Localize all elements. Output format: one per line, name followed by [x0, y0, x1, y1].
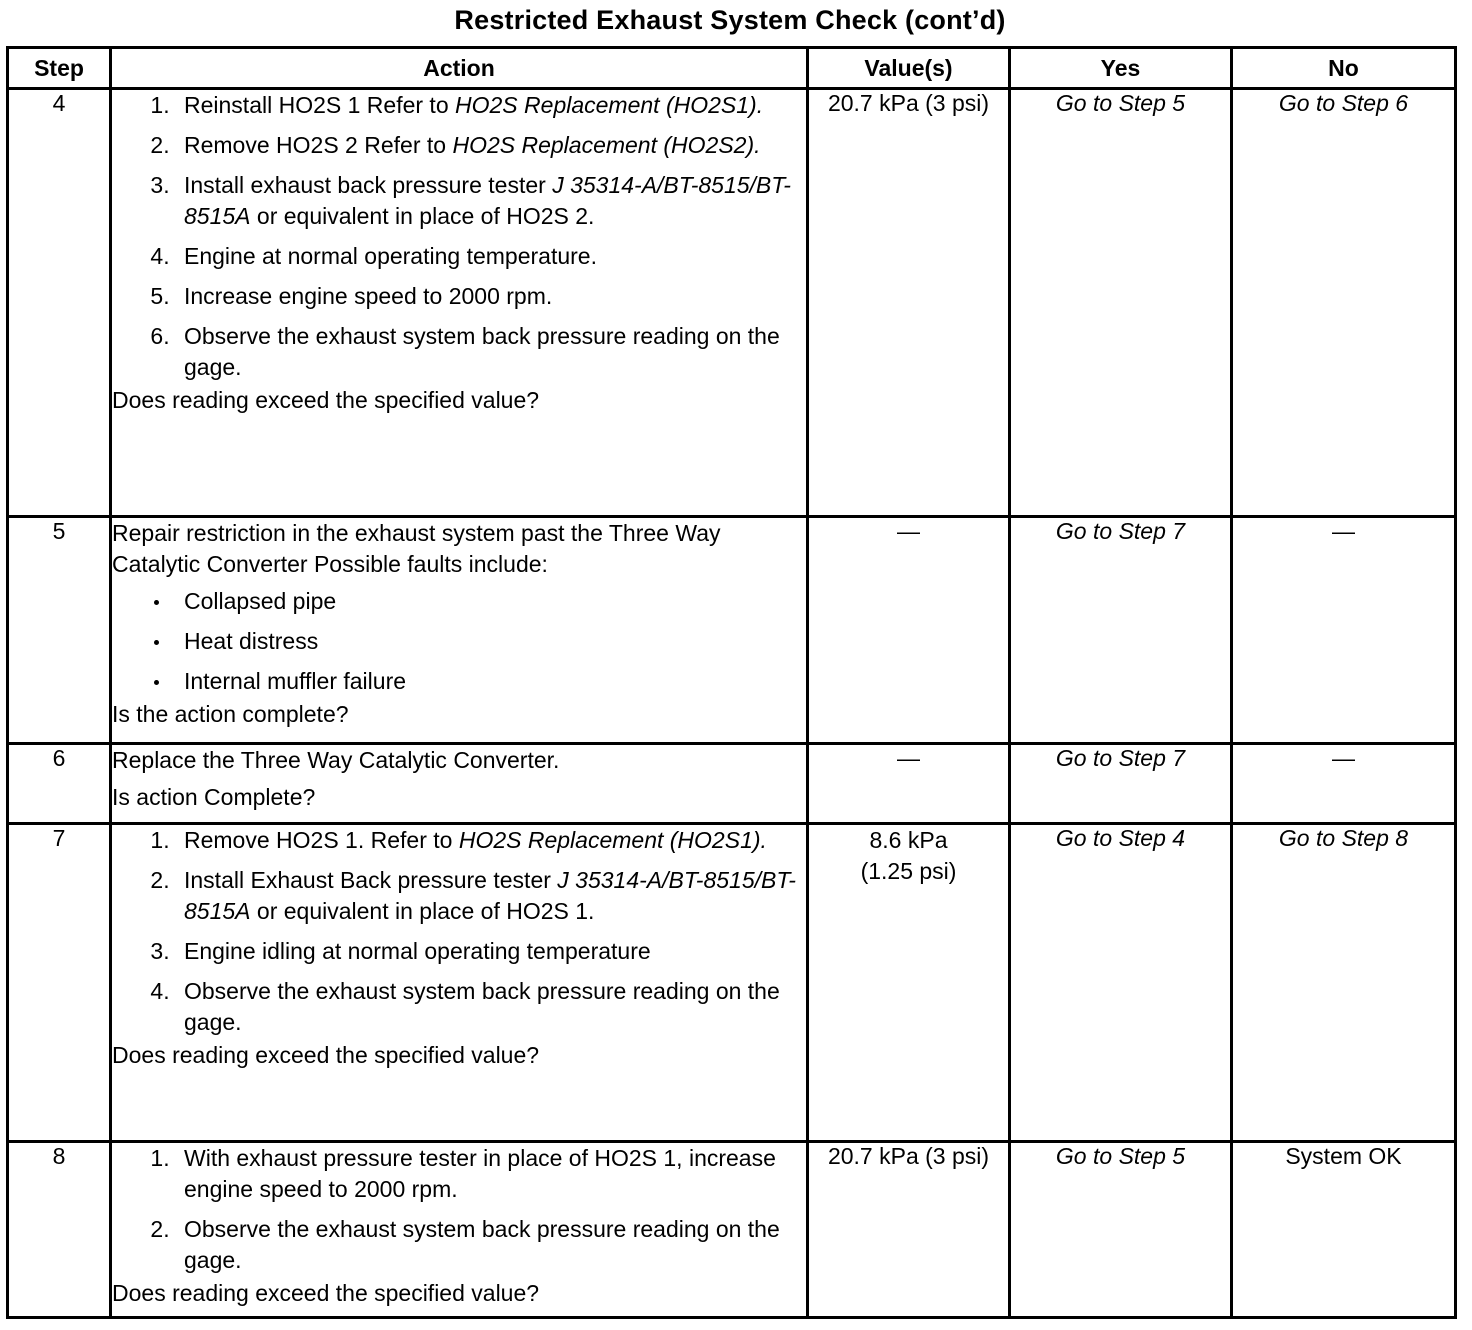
action-question: Is action Complete? [112, 784, 316, 810]
value-cell: 20.7 kPa (3 psi) [808, 89, 1010, 517]
list-item: 5. Increase engine speed to 2000 rpm. [176, 281, 806, 312]
value-line: 8.6 kPa [869, 827, 948, 853]
value-cell: — [808, 744, 1010, 824]
no-result: — [1232, 517, 1456, 744]
header-no: No [1232, 48, 1456, 89]
table-row [8, 1142, 1456, 1318]
header-action: Action [111, 48, 808, 89]
action-list [112, 1143, 806, 1276]
no-result: Go to Step 6 [1232, 89, 1456, 517]
action-list [112, 90, 806, 383]
action-cell [111, 1142, 808, 1318]
list-item: 4. Engine at normal operating temperature. [176, 241, 806, 272]
action-question: Does reading exceed the specified value? [112, 1042, 540, 1068]
yes-result: Go to Step 5 [1010, 89, 1232, 517]
step-number: 6 [8, 744, 111, 824]
list-item: 2. Install Exhaust Back pressure tester J 35314-A/BT-8515/BT-8515A or equivalent in place of HO2S 1. [176, 865, 806, 927]
yes-result: Go to Step 5 [1010, 1142, 1232, 1318]
action-question: Does reading exceed the specified value? [112, 1280, 540, 1306]
list-item: 1. Remove HO2S 1. Refer to HO2S Replacement (HO2S1). [176, 825, 806, 856]
table-row [8, 824, 1456, 1142]
list-item: 2. Remove HO2S 2 Refer to HO2S Replacement (HO2S2). [176, 130, 806, 161]
value-cell: 20.7 kPa (3 psi) [808, 1142, 1010, 1318]
step-number: 7 [8, 824, 111, 1142]
header-yes: Yes [1010, 48, 1232, 89]
header-step: Step [8, 48, 111, 89]
fault-list [112, 586, 806, 697]
table-row [8, 517, 1456, 744]
list-item: Heat distress [176, 626, 806, 657]
action-cell [111, 517, 808, 744]
list-item: 4. Observe the exhaust system back pressure reading on the gage. [176, 976, 806, 1038]
no-result: — [1232, 744, 1456, 824]
action-question: Is the action complete? [112, 701, 349, 727]
step-number: 5 [8, 517, 111, 744]
value-line: (1.25 psi) [860, 858, 957, 884]
action-text: Repair restriction in the exhaust system past the Three Way Catalytic Converter Possible faults include: [112, 520, 721, 577]
header-row [8, 48, 1456, 89]
value-cell: — [808, 517, 1010, 744]
list-item: 1. Reinstall HO2S 1 Refer to HO2S Replacement (HO2S1). [176, 90, 806, 121]
step-number: 8 [8, 1142, 111, 1318]
no-result: System OK [1232, 1142, 1456, 1318]
action-cell [111, 824, 808, 1142]
list-item: 2. Observe the exhaust system back pressure reading on the gage. [176, 1214, 806, 1276]
action-text: Replace the Three Way Catalytic Converter. [112, 747, 560, 773]
action-question: Does reading exceed the specified value? [112, 387, 540, 413]
action-list [112, 825, 806, 1038]
list-item: Internal muffler failure [176, 666, 806, 697]
header-values: Value(s) [808, 48, 1010, 89]
table-row [8, 744, 1456, 824]
action-cell [111, 89, 808, 517]
list-item: 3. Engine idling at normal operating temperature [176, 936, 806, 967]
action-cell [111, 744, 808, 824]
procedure-table [6, 46, 1457, 1319]
yes-result: Go to Step 7 [1010, 517, 1232, 744]
table-row [8, 89, 1456, 517]
value-cell [808, 824, 1010, 1142]
no-result: Go to Step 8 [1232, 824, 1456, 1142]
list-item: 1. With exhaust pressure tester in place of HO2S 1, increase engine speed to 2000 rpm. [176, 1143, 806, 1205]
yes-result: Go to Step 7 [1010, 744, 1232, 824]
page-title: Restricted Exhaust System Check (cont’d) [454, 5, 1006, 35]
step-number: 4 [8, 89, 111, 517]
list-item: 3. Install exhaust back pressure tester J 35314-A/BT-8515/BT-8515A or equivalent in place of HO2S 2. [176, 170, 806, 232]
list-item: 6. Observe the exhaust system back pressure reading on the gage. [176, 321, 806, 383]
list-item: Collapsed pipe [176, 586, 806, 617]
yes-result: Go to Step 4 [1010, 824, 1232, 1142]
